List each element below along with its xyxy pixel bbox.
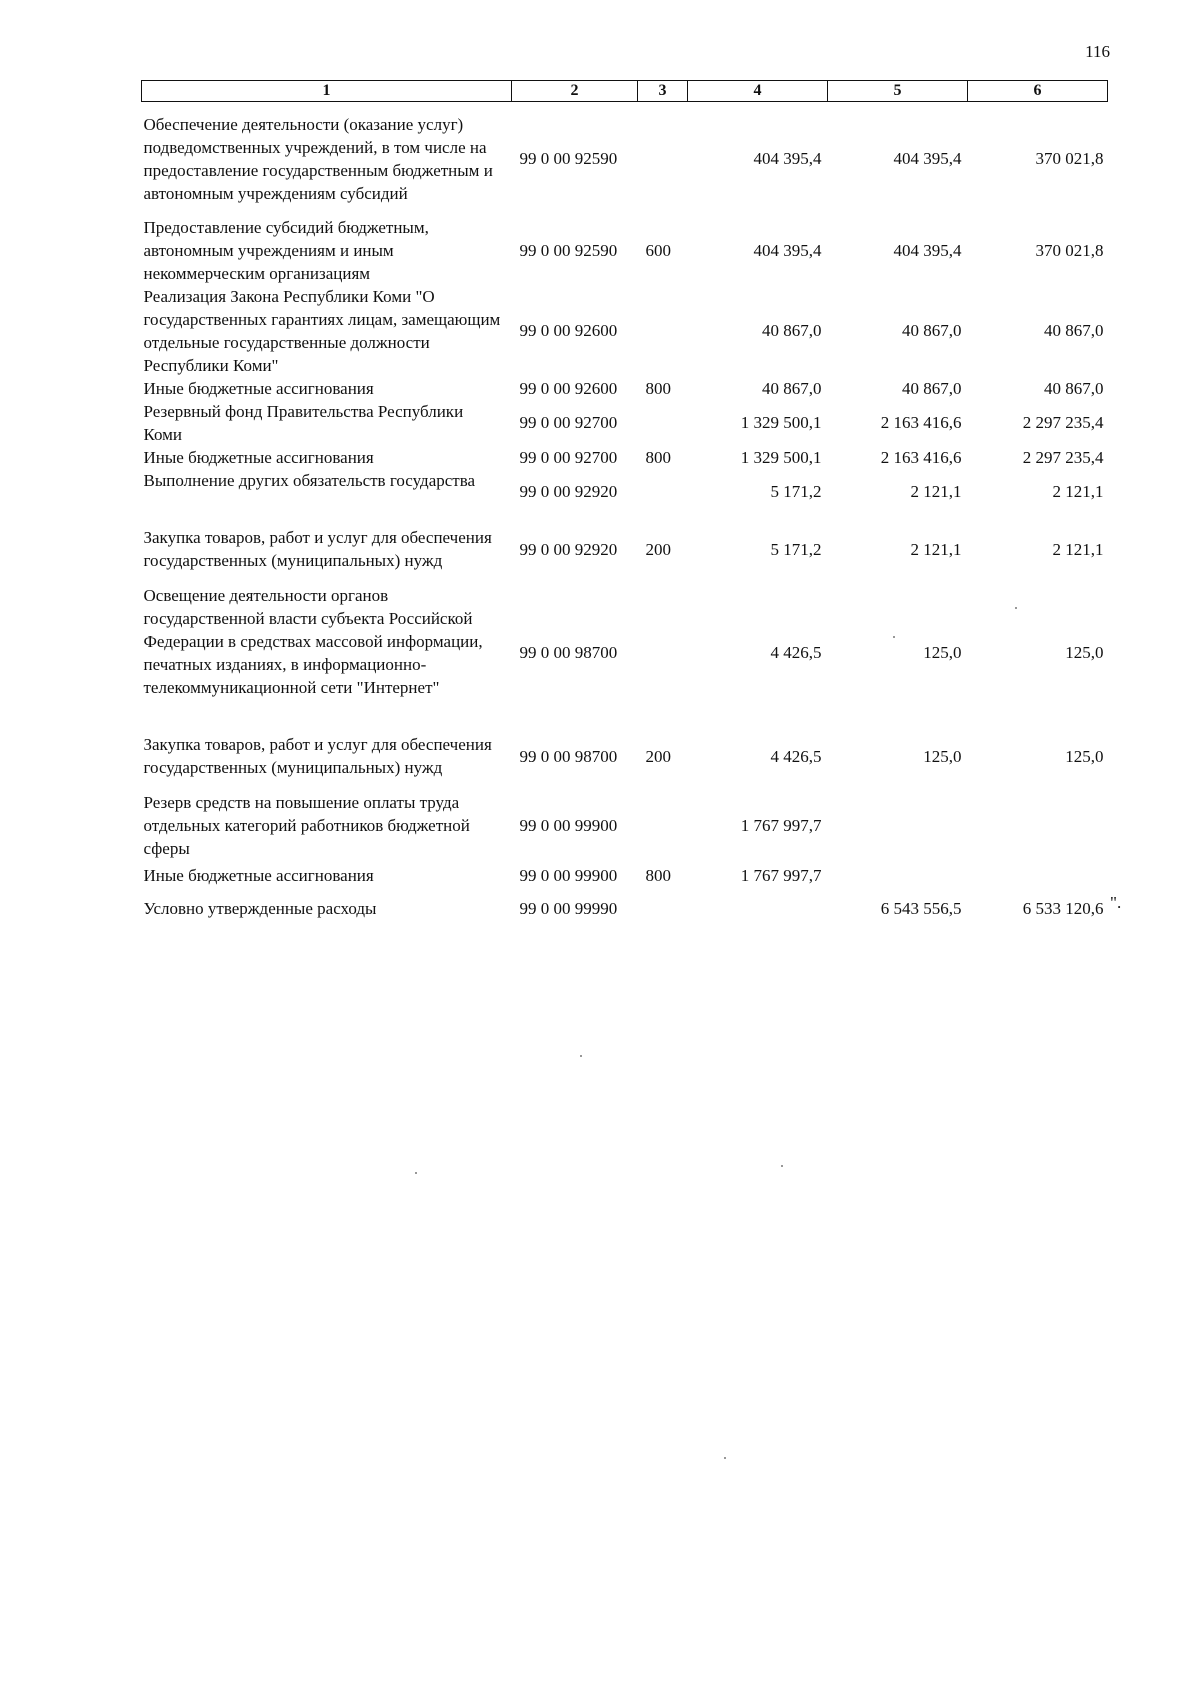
- row-name: Иные бюджетные ассигнования: [143, 866, 374, 885]
- table-row: [142, 515, 1108, 584]
- row-type: [638, 892, 688, 926]
- row-value-5: 125,0: [923, 746, 962, 766]
- header-col-3: 3: [638, 81, 688, 102]
- table-row: [142, 400, 1108, 446]
- row-value-5: 125,0: [923, 643, 962, 662]
- row-type: [638, 791, 688, 860]
- row-name: Резерв средств на повышение оплаты труда отдельных категорий работников бюджетной сферы: [143, 792, 470, 858]
- row-code: 99 0 00 99900: [519, 815, 618, 835]
- row-code: 99 0 00 92600: [519, 321, 618, 340]
- row-name: Обеспечение деятельности (оказание услуг) подведомственных учреждений, в том числе на предоставление государственным бюджетным и автономным учреждениям субсидий: [143, 114, 493, 203]
- table-header: [142, 81, 1108, 102]
- row-value-5: [828, 791, 968, 860]
- row-code: 99 0 00 99990: [519, 899, 618, 918]
- row-type: 800: [645, 866, 671, 885]
- row-name: Выполнение других обязательств государства: [143, 470, 476, 490]
- header-col-5: 5: [828, 81, 968, 102]
- scan-speck: [724, 1457, 726, 1459]
- row-name: Закупка товаров, работ и услуг для обеспечения государственных (муниципальных) нужд: [143, 735, 492, 777]
- table-row: [142, 216, 1108, 285]
- row-value-5: 2 163 416,6: [880, 447, 962, 467]
- row-name: Иные бюджетные ассигнования: [143, 447, 374, 467]
- row-value-6: 40 867,0: [1044, 378, 1104, 398]
- row-value-4: 1 767 997,7: [740, 815, 822, 835]
- row-value-6: 2 121,1: [1052, 482, 1104, 501]
- header-col-1: 1: [142, 81, 512, 102]
- row-type: 600: [645, 240, 671, 260]
- row-value-5: 2 121,1: [910, 482, 962, 501]
- row-value-6: [968, 860, 1108, 892]
- row-value-5: 40 867,0: [902, 378, 962, 398]
- row-value-5: 404 395,4: [893, 240, 962, 260]
- row-value-4: 1 329 500,1: [740, 413, 822, 432]
- row-value-5: [828, 860, 968, 892]
- scan-speck: [893, 636, 895, 638]
- table-row: [142, 584, 1108, 722]
- row-value-5: 2 163 416,6: [880, 413, 962, 432]
- row-type: [638, 102, 688, 216]
- row-type: [638, 584, 688, 722]
- row-code: 99 0 00 99900: [519, 866, 618, 885]
- row-value-4: 4 426,5: [770, 643, 822, 662]
- row-value-4: 404 395,4: [753, 240, 822, 260]
- row-value-4: 5 171,2: [770, 482, 822, 501]
- row-type: [638, 469, 688, 515]
- row-name: Закупка товаров, работ и услуг для обеспечения государственных (муниципальных) нужд: [143, 528, 492, 570]
- row-value-6: 2 121,1: [1052, 539, 1104, 559]
- row-name: Освещение деятельности органов государственной власти субъекта Российской Федерации в средствах массовой информации, печатных изданиях, в информационно-телекоммуникационной сети "Интернет": [143, 585, 483, 697]
- row-value-6: 370 021,8: [1035, 149, 1104, 169]
- row-code: 99 0 00 98700: [519, 746, 618, 766]
- row-value-5: 404 395,4: [893, 149, 962, 169]
- row-type: [638, 400, 688, 446]
- row-value-6: 2 297 235,4: [1022, 413, 1104, 432]
- row-code: 99 0 00 92700: [519, 413, 618, 432]
- row-value-6: 125,0: [1065, 746, 1104, 766]
- row-name: Условно утвержденные расходы: [143, 899, 377, 918]
- table-row: [142, 860, 1108, 892]
- row-value-4: 40 867,0: [762, 321, 822, 340]
- row-value-6: 2 297 235,4: [1022, 447, 1104, 467]
- row-value-4: 4 426,5: [770, 746, 822, 766]
- table-row: [142, 469, 1108, 515]
- table-row: [142, 892, 1108, 926]
- row-code: 99 0 00 92600: [519, 378, 618, 398]
- table-row: [142, 285, 1108, 377]
- row-code: 99 0 00 92590: [519, 149, 618, 169]
- row-value-5: 6 543 556,5: [880, 899, 962, 918]
- scan-speck: [415, 1172, 417, 1174]
- table-row: [142, 102, 1108, 216]
- budget-table: [141, 80, 1108, 926]
- row-code: 99 0 00 92920: [519, 539, 618, 559]
- closing-quote-mark: ".: [1110, 893, 1122, 912]
- table-row: [142, 377, 1108, 400]
- row-name: Резервный фонд Правительства Республики Коми: [143, 401, 464, 444]
- row-value-6: 125,0: [1065, 643, 1104, 662]
- row-value-4: 404 395,4: [753, 149, 822, 169]
- row-code: 99 0 00 92590: [519, 240, 618, 260]
- row-name: Иные бюджетные ассигнования: [143, 378, 374, 398]
- table-row: [142, 791, 1108, 860]
- page-number: 116: [1085, 42, 1110, 61]
- header-col-4: 4: [688, 81, 828, 102]
- row-value-4: 1 767 997,7: [740, 866, 822, 885]
- row-value-5: 2 121,1: [910, 539, 962, 559]
- header-col-2: 2: [512, 81, 638, 102]
- row-name: Предоставление субсидий бюджетным, автономным учреждениям и иным некоммерческим организациям: [143, 217, 429, 283]
- row-type: 200: [645, 539, 671, 559]
- row-type: 800: [645, 378, 671, 398]
- row-type: 200: [645, 746, 671, 766]
- scan-speck: [781, 1165, 783, 1167]
- row-value-4: 40 867,0: [762, 378, 822, 398]
- row-code: 99 0 00 92700: [519, 447, 618, 467]
- table-row: [142, 722, 1108, 791]
- row-value-6: 40 867,0: [1044, 321, 1104, 340]
- row-value-6: 370 021,8: [1035, 240, 1104, 260]
- row-value-5: 40 867,0: [902, 321, 962, 340]
- row-type: 800: [645, 447, 671, 467]
- header-col-6: 6: [968, 81, 1108, 102]
- row-value-4: 5 171,2: [770, 539, 822, 559]
- table-row: [142, 446, 1108, 469]
- row-value-6: [968, 791, 1108, 860]
- row-code: 99 0 00 92920: [519, 482, 618, 501]
- row-value-4: 1 329 500,1: [740, 447, 822, 467]
- scan-speck: [1015, 607, 1017, 609]
- scan-speck: [580, 1055, 582, 1057]
- row-value-6: 6 533 120,6: [1022, 899, 1104, 918]
- row-value-4: [688, 892, 828, 926]
- row-name: Реализация Закона Республики Коми "О государственных гарантиях лицам, замещающим отдельные государственные должности Республики Коми": [143, 286, 501, 375]
- row-code: 99 0 00 98700: [519, 643, 618, 662]
- row-type: [638, 285, 688, 377]
